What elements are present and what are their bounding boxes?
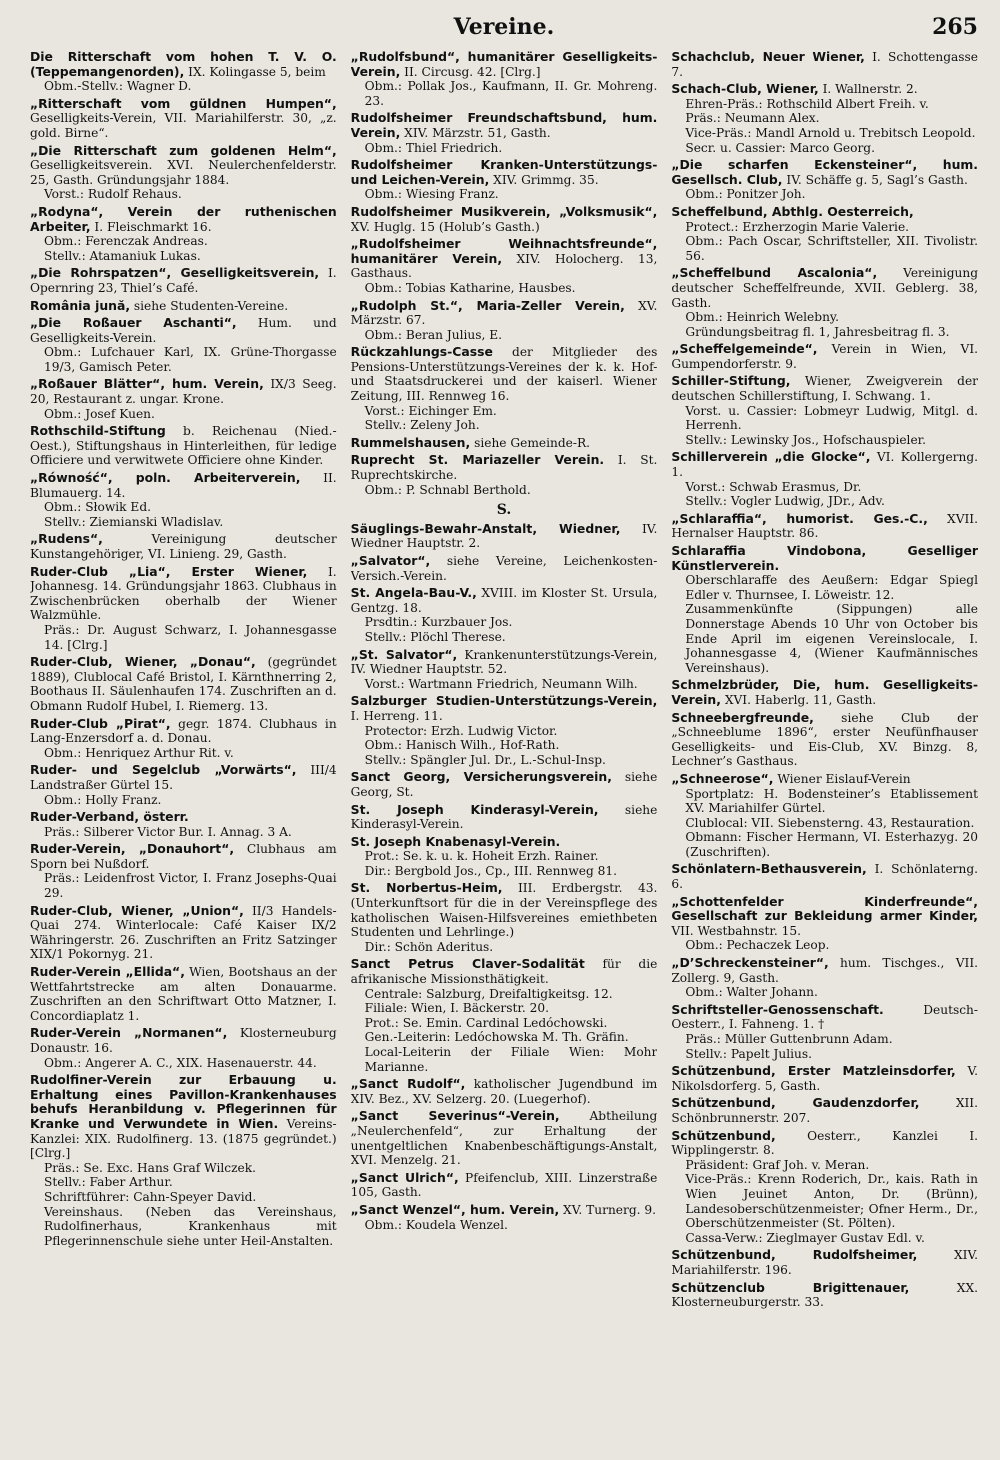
entry-line: Stellv.: Plöchl Therese. — [364, 629, 506, 644]
entry-body: gegr. 1874. Clubhaus in Lang-Enzersdorf a. d. Donau. — [30, 716, 337, 746]
directory-entry — [30, 763, 337, 807]
entry-body: Geselligkeits-Verein, VII. Mariahilferstr. 30, „z. gold. Birne“. — [30, 111, 337, 140]
entry-line: Präsident: Graf Joh. v. Meran. — [685, 1157, 870, 1172]
entry-body: III/4 Landstraßer Gürtel 15. — [30, 763, 337, 792]
entry-body: XII. Schönbrunnerstr. 207. — [671, 1096, 978, 1125]
entry-line: Stellv.: Zeleny Joh. — [364, 418, 480, 433]
entry-body: VII. Westbahnstr. 15. — [671, 923, 801, 938]
directory-entry — [351, 694, 658, 767]
entry-name: Schützenbund, Erster Matzleinsdorfer, — [671, 1063, 956, 1079]
entry-name: „Scheffelgemeinde“, — [671, 341, 818, 357]
entry-line: Präs.: Neumann Alex. — [685, 111, 820, 126]
entry-body: VI. Kollergerng. 1. — [671, 450, 978, 480]
entry-line: Präs.: Müller Guttenbrunn Adam. — [685, 1032, 893, 1046]
directory-entry — [351, 158, 658, 202]
entry-line: Vice-Präs.: Mandl Arnold u. Trebitsch Leopold. — [685, 125, 976, 140]
directory-entry — [671, 1096, 978, 1125]
entry-body: IX/3 Seeg. 20, Restaurant z. ungar. Krone. — [30, 377, 337, 407]
directory-entry — [671, 895, 978, 953]
entry-body: siehe Gemeinde-R. — [470, 435, 591, 450]
entry-name: „Schneerose“, — [671, 770, 774, 786]
entry-line: Oberschlaraffe des Aeußern: Edgar Spiegl Edler v. Thurnsee, I. Löweistr. 12. — [685, 573, 978, 602]
entry-body: Krankenunterstützungs-Verein, IV. Wiedner Hauptstr. 52. — [350, 647, 658, 677]
entry-body: Vereins-Kanzlei: XIX. Rudolfinerg. 13. (1875 gegründet.) [Clrg.] — [30, 1116, 337, 1161]
entry-line: Obmann: Fischer Hermann, VI. Esterhazyg. 20 (Zuschriften). — [685, 830, 978, 859]
entry-name: Ruder-Club „Pirat“, — [30, 715, 171, 731]
directory-entry — [351, 299, 658, 343]
directory-entry — [351, 453, 658, 497]
entry-body: siehe Club der „Schneeblume 1896“, erster Neufünfhauser Geselligkeits- und Eis-Club, XV. Binzg. 8, Lechner’s Gasthaus. — [671, 710, 978, 769]
entry-body: Verein in Wien, VI. Gumpendorferstr. 9. — [671, 342, 978, 371]
entry-body: I. Schönlaterng. 6. — [671, 862, 978, 892]
entry-line: Stellv.: Atamaniuk Lukas. — [44, 248, 201, 263]
entry-name: „Rudolfsbund“, humanitärer Geselligkeits-Verein, — [350, 50, 658, 79]
entry-body: hum. Tischges., VII. Zollerg. 9, Gasth. — [671, 956, 978, 985]
entry-name: Salzburger Studien-Unterstützungs-Verein, — [350, 693, 658, 709]
directory-entry — [30, 316, 337, 374]
entry-line: Präs.: Silberer Victor Bur. I. Annag. 3 A. — [44, 824, 292, 839]
entry-name: „Rodyna“, Verein der ruthenischen Arbeiter, — [30, 203, 337, 234]
entry-name: „Rudens“, — [30, 531, 103, 547]
entry-body: XIV. Grimmg. 35. — [489, 172, 599, 187]
entry-line: Obm.: Henriquez Arthur Rit. v. — [44, 745, 234, 760]
entry-line: Obm.: Angerer A. C., XIX. Hasenauerstr. 44. — [44, 1055, 317, 1070]
entry-body: Klosterneuburg Donaustr. 16. — [30, 1026, 337, 1055]
entry-name: Schützenclub Brigittenauer, — [671, 1279, 910, 1295]
entry-body: I. Johannesg. 14. Gründungsjahr 1863. Clubhaus in Zwischenbrücken oberhalb der Wiener Walzmühle. — [30, 564, 337, 623]
directory-entry — [30, 50, 337, 94]
entry-name: „Roßauer Blätter“, hum. Verein, — [30, 376, 264, 392]
entry-name: Rudolfiner-Verein zur Erbauung u. Erhaltung eines Pavillon-Krankenhauses behufs Heranbildung v. Pflegerinnen für Kranke und Verwundete in Wien. — [30, 1072, 337, 1131]
entry-body: XV. Turnerg. 9. — [559, 1202, 657, 1217]
entry-body: Vereinigung deutscher Scheffelfreunde, XVII. Geblerg. 38, Gasth. — [671, 266, 978, 310]
entry-name: Ruder-Verband, österr. — [30, 809, 189, 825]
entry-body: XX. Klosterneuburgerstr. 33. — [671, 1280, 978, 1310]
entry-name: Ruder-Club, Wiener, „Union“, — [30, 902, 244, 918]
entry-name: Rückzahlungs-Casse — [350, 344, 493, 360]
directory-entry — [671, 158, 978, 202]
entry-name: Sanct Georg, Versicherungsverein, — [350, 769, 612, 785]
directory-entry — [351, 345, 658, 433]
entry-name: Sanct Petrus Claver-Sodalität — [350, 956, 585, 972]
entry-line: Vorst. u. Cassier: Lobmeyr Ludwig, Mitgl. d. Herrenh. — [685, 403, 978, 433]
entry-name: „Rudolph St.“, Maria-Zeller Verein, — [350, 297, 625, 313]
entry-name: Rudolfsheimer Kranken-Unterstützungs- und Leichen-Verein, — [350, 157, 658, 187]
entry-name: „Die Roßauer Aschanti“, — [30, 315, 237, 331]
entry-name: „St. Salvator“, — [350, 646, 458, 662]
section-letter: S. — [496, 502, 512, 519]
entry-body: XIV. Holocherg. 13, Gasthaus. — [350, 251, 658, 281]
entry-name: „Die Rohrspatzen“, Geselligkeitsverein, — [30, 265, 320, 281]
entry-line: Obm.: Tobias Katharine, Hausbes. — [364, 280, 576, 295]
entry-body: (gegründet 1889), Clublocal Café Bristol, I. Kärnthnerring 2, Boothaus II. Säulenhaufen 174. Zuschriften an d. Obmann Rudolf Hubel, I. Riemerg. 13. — [30, 655, 337, 713]
directory-entry — [30, 532, 337, 561]
entry-name: „Schottenfelder Kinderfreunde“, Gesellschaft zur Bekleidung armer Kinder, — [671, 893, 978, 924]
entry-name: Schlaraffia Vindobona, Geselliger Künstlerverein. — [671, 543, 978, 573]
directory-entry — [30, 717, 337, 761]
entry-body: katholischer Jugendbund im XIV. Bez., XV. Selzerg. 20. (Luegerhof). — [350, 1077, 658, 1106]
entry-line: Obm.: Pechaczek Leop. — [685, 938, 830, 953]
entry-line: Dir.: Bergbold Jos., Cp., III. Rennweg 81. — [364, 863, 618, 878]
directory-entry — [671, 862, 978, 891]
entry-body: Wien, Bootshaus an der Wettfahrtstrecke am alten Donauarme. Zuschriften an den Schriftwart Otto Matzner, I. Concordiaplatz 1. — [30, 965, 337, 1023]
directory-entry — [30, 810, 337, 839]
entry-name: „Scheffelbund Ascalonia“, — [671, 265, 878, 281]
entry-name: Schützenbund, Rudolfsheimer, — [671, 1247, 918, 1263]
entry-name: „Rudolfsheimer Weihnachtsfreunde“, humanitärer Verein, — [350, 236, 658, 266]
directory-entry — [351, 111, 658, 155]
entry-line: Stellv.: Ziemianski Wladislav. — [44, 514, 224, 529]
entry-name: Säuglings-Bewahr-Anstalt, Wiedner, — [350, 520, 621, 536]
entry-body: siehe Kinderasyl-Verein. — [350, 802, 658, 832]
directory-entry — [30, 144, 337, 202]
directory-entry — [30, 424, 337, 468]
directory-entry — [671, 1281, 978, 1310]
entry-body: II. Circusg. 42. [Clrg.] — [400, 64, 541, 79]
entry-name: România jună, — [30, 297, 131, 313]
directory-entry — [671, 82, 978, 155]
directory-entry — [351, 648, 658, 692]
entry-name: Schillerverein „die Glocke“, — [671, 449, 871, 465]
directory-entry — [671, 1248, 978, 1277]
entry-line: Obm.: Wiesing Franz. — [364, 187, 499, 202]
entry-body: IV. Schäffe g. 5, Sagl’s Gasth. — [782, 172, 968, 187]
directory-entry — [351, 957, 658, 1074]
directory-entry — [671, 772, 978, 860]
entry-line: Vorst.: Rudolf Rehaus. — [44, 187, 182, 202]
entry-name: „Die scharfen Eckensteiner“, hum. Gesellsch. Club, — [671, 157, 978, 187]
entry-name: Rudolfsheimer Freundschaftsbund, hum. Verein, — [350, 110, 658, 140]
entry-name: Schönlatern-Bethausverein, — [671, 861, 867, 877]
entry-body: I. St. Ruprechtskirche. — [350, 453, 658, 483]
entry-line: Gen.-Leiterin: Ledóchowska M. Th. Gräfin. — [364, 1030, 629, 1045]
entry-body: der Mitglieder des Pensions-Unterstützungs-Vereines der k. k. Hof- und Staatsdruckerei und der kaiserl. Wiener Zeitung, III. Rennweg 16. — [350, 345, 658, 404]
entry-body: siehe Georg, St. — [350, 770, 658, 799]
entry-name: Schneebergfreunde, — [671, 709, 814, 725]
entry-body: XVI. Haberlg. 11, Gasth. — [720, 692, 877, 707]
entry-body: Abtheilung „Neulerchenfeld“, zur Erhaltung der unentgeltlichen Knabenbeschäftigungs-Anstalt, XVI. Menzelg. 21. — [350, 1109, 658, 1168]
entry-name: „Sanct Rudolf“, — [350, 1076, 466, 1092]
directory-entry — [30, 97, 337, 141]
entry-line: Clublocal: VII. Siebensterng. 43, Restauration. — [685, 815, 975, 830]
entry-line: Cassa-Verw.: Zieglmayer Gustav Edl. v. — [685, 1230, 925, 1245]
entry-name: „Schlaraffia“, humorist. Ges.-C., — [671, 510, 928, 526]
directory-entry — [671, 956, 978, 1000]
directory-entry — [351, 237, 658, 295]
entry-name: Ruprecht St. Mariazeller Verein. — [350, 452, 605, 468]
entry-line: Stellv.: Spängler Jul. Dr., L.-Schul-Insp. — [364, 752, 606, 767]
entry-body: XIV. Mariahilferstr. 196. — [671, 1248, 978, 1277]
directory-entry — [351, 586, 658, 644]
entry-name: „Równość“, poln. Arbeiterverein, — [30, 470, 301, 486]
directory-entry — [671, 374, 978, 447]
directory-entry — [30, 1073, 337, 1248]
entry-body: Wiener, Zweigverein der deutschen Schillerstiftung, I. Schwang. 1. — [671, 374, 978, 404]
entry-name: Schützenbund, — [671, 1127, 776, 1143]
entry-name: „Sanct Ulrich“, — [350, 1169, 459, 1185]
directory-entry — [671, 1003, 978, 1061]
entry-line: Sportplatz: H. Bodensteiner’s Etablissement XV. Mariahilfer Gürtel. — [685, 786, 978, 816]
entry-name: „Salvator“, — [350, 553, 431, 568]
entry-name: Die Ritterschaft vom hohen T. V. O. (Teppemangenorden), — [30, 50, 337, 79]
entry-body: Pfeifenclub, XIII. Linzerstraße 105, Gasth. — [350, 1170, 658, 1200]
entry-body: II. Blumauerg. 14. — [30, 471, 337, 500]
entry-name: Ruder-Verein „Ellida“, — [30, 964, 185, 980]
entry-line: Obm.: Beran Julius, E. — [364, 327, 503, 342]
entry-line: Obm.: Hanisch Wilh., Hof-Rath. — [364, 738, 560, 753]
directory-entry — [30, 842, 337, 900]
directory-entry — [351, 881, 658, 954]
entry-name: Schiller-Stiftung, — [671, 373, 791, 389]
entry-name: Schützenbund, Gaudenzdorfer, — [671, 1095, 920, 1111]
directory-entry — [351, 522, 658, 551]
entry-body: Vereinigung deutscher Kunstangehöriger, VI. Linieng. 29, Gasth. — [30, 532, 337, 561]
entry-line: Gründungsbeitrag fl. 1, Jahresbeitrag fl. 3. — [685, 324, 950, 339]
directory-entry — [671, 50, 978, 79]
entry-name: „Sanct Wenzel“, hum. Verein, — [350, 1201, 560, 1217]
entry-body: IV. Wiedner Hauptstr. 2. — [350, 521, 658, 551]
entry-line: Vereinshaus. (Neben das Vereinshaus, Rudolfinerhaus, Krankenhaus mit Pflegerinnenschule siehe unter Heil-Anstalten. — [44, 1204, 337, 1248]
entry-line: Prot.: Se. k. u. k. Hoheit Erzh. Rainer. — [364, 849, 599, 864]
entry-line: Filiale: Wien, I. Bäckerstr. 20. — [364, 1001, 550, 1016]
entry-line: Präs.: Leidenfrost Victor, I. Franz Josephs-Quai 29. — [44, 871, 337, 901]
directory-entry — [30, 266, 337, 295]
entry-body: Hum. und Geselligkeits-Verein. — [30, 316, 337, 345]
directory-entry — [671, 1129, 978, 1246]
entry-name: Ruder- und Segelclub „Vorwärts“, — [30, 762, 297, 778]
entry-name: Ruder-Verein, „Donauhort“, — [30, 841, 235, 857]
entry-body: siehe Vereine, Leichenkosten-Versich.-Verein. — [350, 554, 658, 583]
directory-entry — [671, 678, 978, 707]
directory-entry — [351, 205, 658, 234]
entry-line: Secr. u. Cassier: Marco Georg. — [685, 140, 875, 155]
entry-line: Local-Leiterin der Filiale Wien: Mohr Marianne. — [364, 1045, 658, 1074]
entry-body: I. Wallnerstr. 2. — [818, 82, 918, 97]
entry-line: Protect.: Erzherzogin Marie Valerie. — [685, 219, 910, 234]
entry-line: Obm.: Koudela Wenzel. — [364, 1217, 508, 1232]
entry-line: Obm.: Lufchauer Karl, IX. Grüne-Thorgasse 19/3, Gamisch Peter. — [44, 345, 337, 374]
entry-name: St. Norbertus-Heim, — [350, 880, 503, 896]
directory-entry — [30, 655, 337, 713]
entry-name: Schachclub, Neuer Wiener, — [671, 50, 865, 64]
entry-body: I. Herreng. 11. — [350, 708, 443, 723]
entry-body: I. Opernring 23, Thiel’s Café. — [30, 266, 337, 295]
directory-entry — [671, 711, 978, 769]
entry-name: Rothschild-Stiftung — [30, 423, 166, 439]
directory-entry — [351, 835, 658, 879]
entry-name: Schach-Club, Wiener, — [671, 81, 819, 97]
entry-body: Wiener Eislauf-Verein — [773, 771, 911, 786]
entry-line: Obm.: P. Schnabl Berthold. — [364, 482, 531, 497]
directory-entry — [351, 803, 658, 832]
columns — [30, 50, 978, 1450]
entry-body: V. Nikolsdorferg. 5, Gasth. — [671, 1064, 978, 1093]
column-3 — [671, 50, 978, 1450]
entry-line: Obm.: Pollak Jos., Kaufmann, II. Gr. Mohreng. 23. — [364, 79, 658, 108]
entry-line: Vorst.: Eichinger Em. — [364, 403, 497, 418]
entry-body: XV. Märzstr. 67. — [350, 298, 658, 328]
entry-line: Dir.: Schön Aderitus. — [364, 939, 494, 954]
entry-line: Centrale: Salzburg, Dreifaltigkeitsg. 12. — [364, 986, 613, 1001]
entry-name: Ruder-Verein „Normanen“, — [30, 1025, 228, 1041]
directory-entry — [30, 1026, 337, 1070]
directory-entry — [671, 342, 978, 371]
entry-body: für die afrikanische Missionsthätigkeit. — [350, 957, 658, 987]
directory-entry — [671, 205, 978, 263]
entry-name: Ruder-Club „Lia“, Erster Wiener, — [30, 563, 308, 579]
directory-entry — [671, 1064, 978, 1093]
directory-entry — [351, 770, 658, 799]
directory-entry — [351, 1109, 658, 1167]
entry-name: Schriftsteller-Genossenschaft. — [671, 1001, 884, 1017]
directory-entry — [671, 266, 978, 339]
directory-entry — [671, 544, 978, 675]
entry-line: Stellv.: Lewinsky Jos., Hofschauspieler. — [685, 432, 927, 447]
entry-line: Obm.-Stellv.: Wagner D. — [44, 79, 192, 94]
directory-entry — [30, 965, 337, 1023]
directory-entry — [30, 377, 337, 421]
directory-entry — [351, 1077, 658, 1106]
entry-body: III. Erdbergstr. 43. (Unterkunftsort für die in der Vereinspflege des katholischen Waisen-Hilfsvereines emiethbeten Studenten und Lehrlinge.) — [350, 881, 658, 940]
directory-entry — [30, 565, 337, 653]
entry-line: Stellv.: Faber Arthur. — [44, 1175, 173, 1190]
entry-body: XIV. Märzstr. 51, Gasth. — [400, 125, 551, 140]
entry-body: Deutsch-Oesterr., I. Fahneng. 1. † — [671, 1002, 978, 1032]
entry-line: Obm.: Walter Johann. — [685, 985, 818, 1000]
entry-line: Vorst.: Schwab Erasmus, Dr. — [685, 479, 862, 494]
entry-body: b. Reichenau (Nied.-Oest.), Stiftungshaus in Hinterleithen, für ledige Officiere und verwitwete Officiere ohne Kinder. — [30, 424, 337, 468]
entry-name: Rudolfsheimer Musikverein, „Volksmusik“, — [350, 203, 658, 219]
entry-line: Ehren-Präs.: Rothschild Albert Freih. v. — [685, 96, 929, 111]
entry-name: Schmelzbrüder, Die, hum. Geselligkeits-Verein, — [671, 677, 978, 707]
entry-body: I. Schottengasse 7. — [671, 50, 978, 79]
entry-body: siehe Studenten-Vereine. — [130, 298, 289, 313]
entry-name: Rummelshausen, — [350, 434, 471, 450]
entry-line: Stellv.: Vogler Ludwig, JDr., Adv. — [685, 494, 885, 509]
entry-line: Schriftführer: Cahn-Speyer David. — [44, 1189, 257, 1204]
entry-name: „D’Schreckensteiner“, — [671, 955, 829, 971]
running-title: Vereine. — [453, 14, 555, 40]
entry-line: Obm.: Pach Oscar, Schriftsteller, XII. Tivolistr. 56. — [685, 234, 978, 263]
entry-name: St. Joseph Knabenasyl-Verein. — [350, 833, 561, 849]
entry-name: Scheffelbund, Abthlg. Oesterreich, — [671, 203, 914, 219]
directory-entry — [351, 1203, 658, 1232]
directory-entry — [30, 299, 337, 314]
directory-entry — [30, 205, 337, 263]
entry-body: I. Fleischmarkt 16. — [90, 219, 212, 234]
entry-line: Zusammenkünfte (Sippungen) alle Donnerstage Abends 10 Uhr von October bis Ende April im eigenen Vereinslocale, I. Johannesgasse 4, (Wiener Kaufmännisches Vereinshaus). — [685, 602, 978, 675]
entry-line: Obm.: Ponitzer Joh. — [685, 187, 806, 202]
entry-body: XV. Huglg. 15 (Holub’s Gasth.) — [350, 219, 540, 234]
entry-name: St. Joseph Kinderasyl-Verein, — [350, 801, 599, 817]
entry-line: Stellv.: Papelt Julius. — [685, 1046, 813, 1061]
entry-body: IX. Kolingasse 5, beim — [184, 64, 326, 79]
entry-line: Vice-Präs.: Krenn Roderich, Dr., kais. Rath in Wien Jeuinet Anton, Dr. (Brünn), Landesoberschützenmeister; Ofner Herm., Dr., Oberschützenmeister (St. Pölten). — [685, 1172, 978, 1231]
entry-line: Prsdtin.: Kurzbauer Jos. — [364, 615, 513, 630]
entry-line: Obm.: Heinrich Welebny. — [685, 310, 840, 325]
entry-line: Präs.: Dr. August Schwarz, I. Johannesgasse 14. [Clrg.] — [44, 622, 337, 652]
directory-entry — [351, 436, 658, 451]
page-number: 265 — [932, 14, 978, 40]
entry-name: Ruder-Club, Wiener, „Donau“, — [30, 654, 256, 670]
directory-entry — [351, 1171, 658, 1200]
directory-entry — [671, 450, 978, 508]
column-1 — [30, 50, 337, 1450]
entry-name: „Sanct Severinus“-Verein, — [350, 1108, 560, 1124]
entry-name: „Die Ritterschaft zum goldenen Helm“, — [30, 142, 337, 158]
entry-line: Obm.: Josef Kuen. — [44, 406, 155, 421]
entry-name: „Ritterschaft vom güldnen Humpen“, — [30, 95, 337, 111]
entry-body: Geselligkeitsverein. XVI. Neulerchenfelderstr. 25, Gasth. Gründungsjahr 1884. — [30, 158, 337, 187]
entry-line: Obm.: Thiel Friedrich. — [364, 140, 503, 155]
entry-line: Prot.: Se. Emin. Cardinal Ledóchowski. — [364, 1015, 608, 1030]
directory-entry — [30, 904, 337, 962]
entry-line: Obm.: Słowik Ed. — [44, 500, 152, 515]
entry-body: Oesterr., Kanzlei I. Wipplingerstr. 8. — [671, 1128, 978, 1158]
directory-entry — [351, 50, 658, 108]
entry-body: XVII. Hernalser Hauptstr. 86. — [671, 511, 978, 541]
directory-entry — [30, 471, 337, 529]
entry-line: Präs.: Se. Exc. Hans Graf Wilczek. — [44, 1160, 256, 1175]
directory-entry — [671, 512, 978, 541]
entry-body: Clubhaus am Sporn bei Nußdorf. — [30, 842, 337, 871]
entry-body: II/3 Handels-Quai 274. Winterlocale: Café Kaiser IX/2 Währingerstr. 26. Zuschriften an Fritz Satzinger XIX/1 Pokornyg. 21. — [30, 903, 337, 962]
page-header — [30, 14, 978, 50]
directory-entry — [351, 554, 658, 583]
entry-body: XVIII. im Kloster St. Ursula, Gentzg. 18. — [350, 586, 658, 615]
entry-line: Obm.: Holly Franz. — [44, 792, 162, 807]
entry-name: St. Angela-Bau-V., — [350, 585, 477, 601]
entry-line: Obm.: Ferenczak Andreas. — [44, 234, 208, 249]
entry-line: Protector: Erzh. Ludwig Victor. — [364, 723, 558, 738]
column-2 — [351, 50, 658, 1450]
entry-line: Vorst.: Wartmann Friedrich, Neumann Wilh. — [364, 676, 638, 691]
